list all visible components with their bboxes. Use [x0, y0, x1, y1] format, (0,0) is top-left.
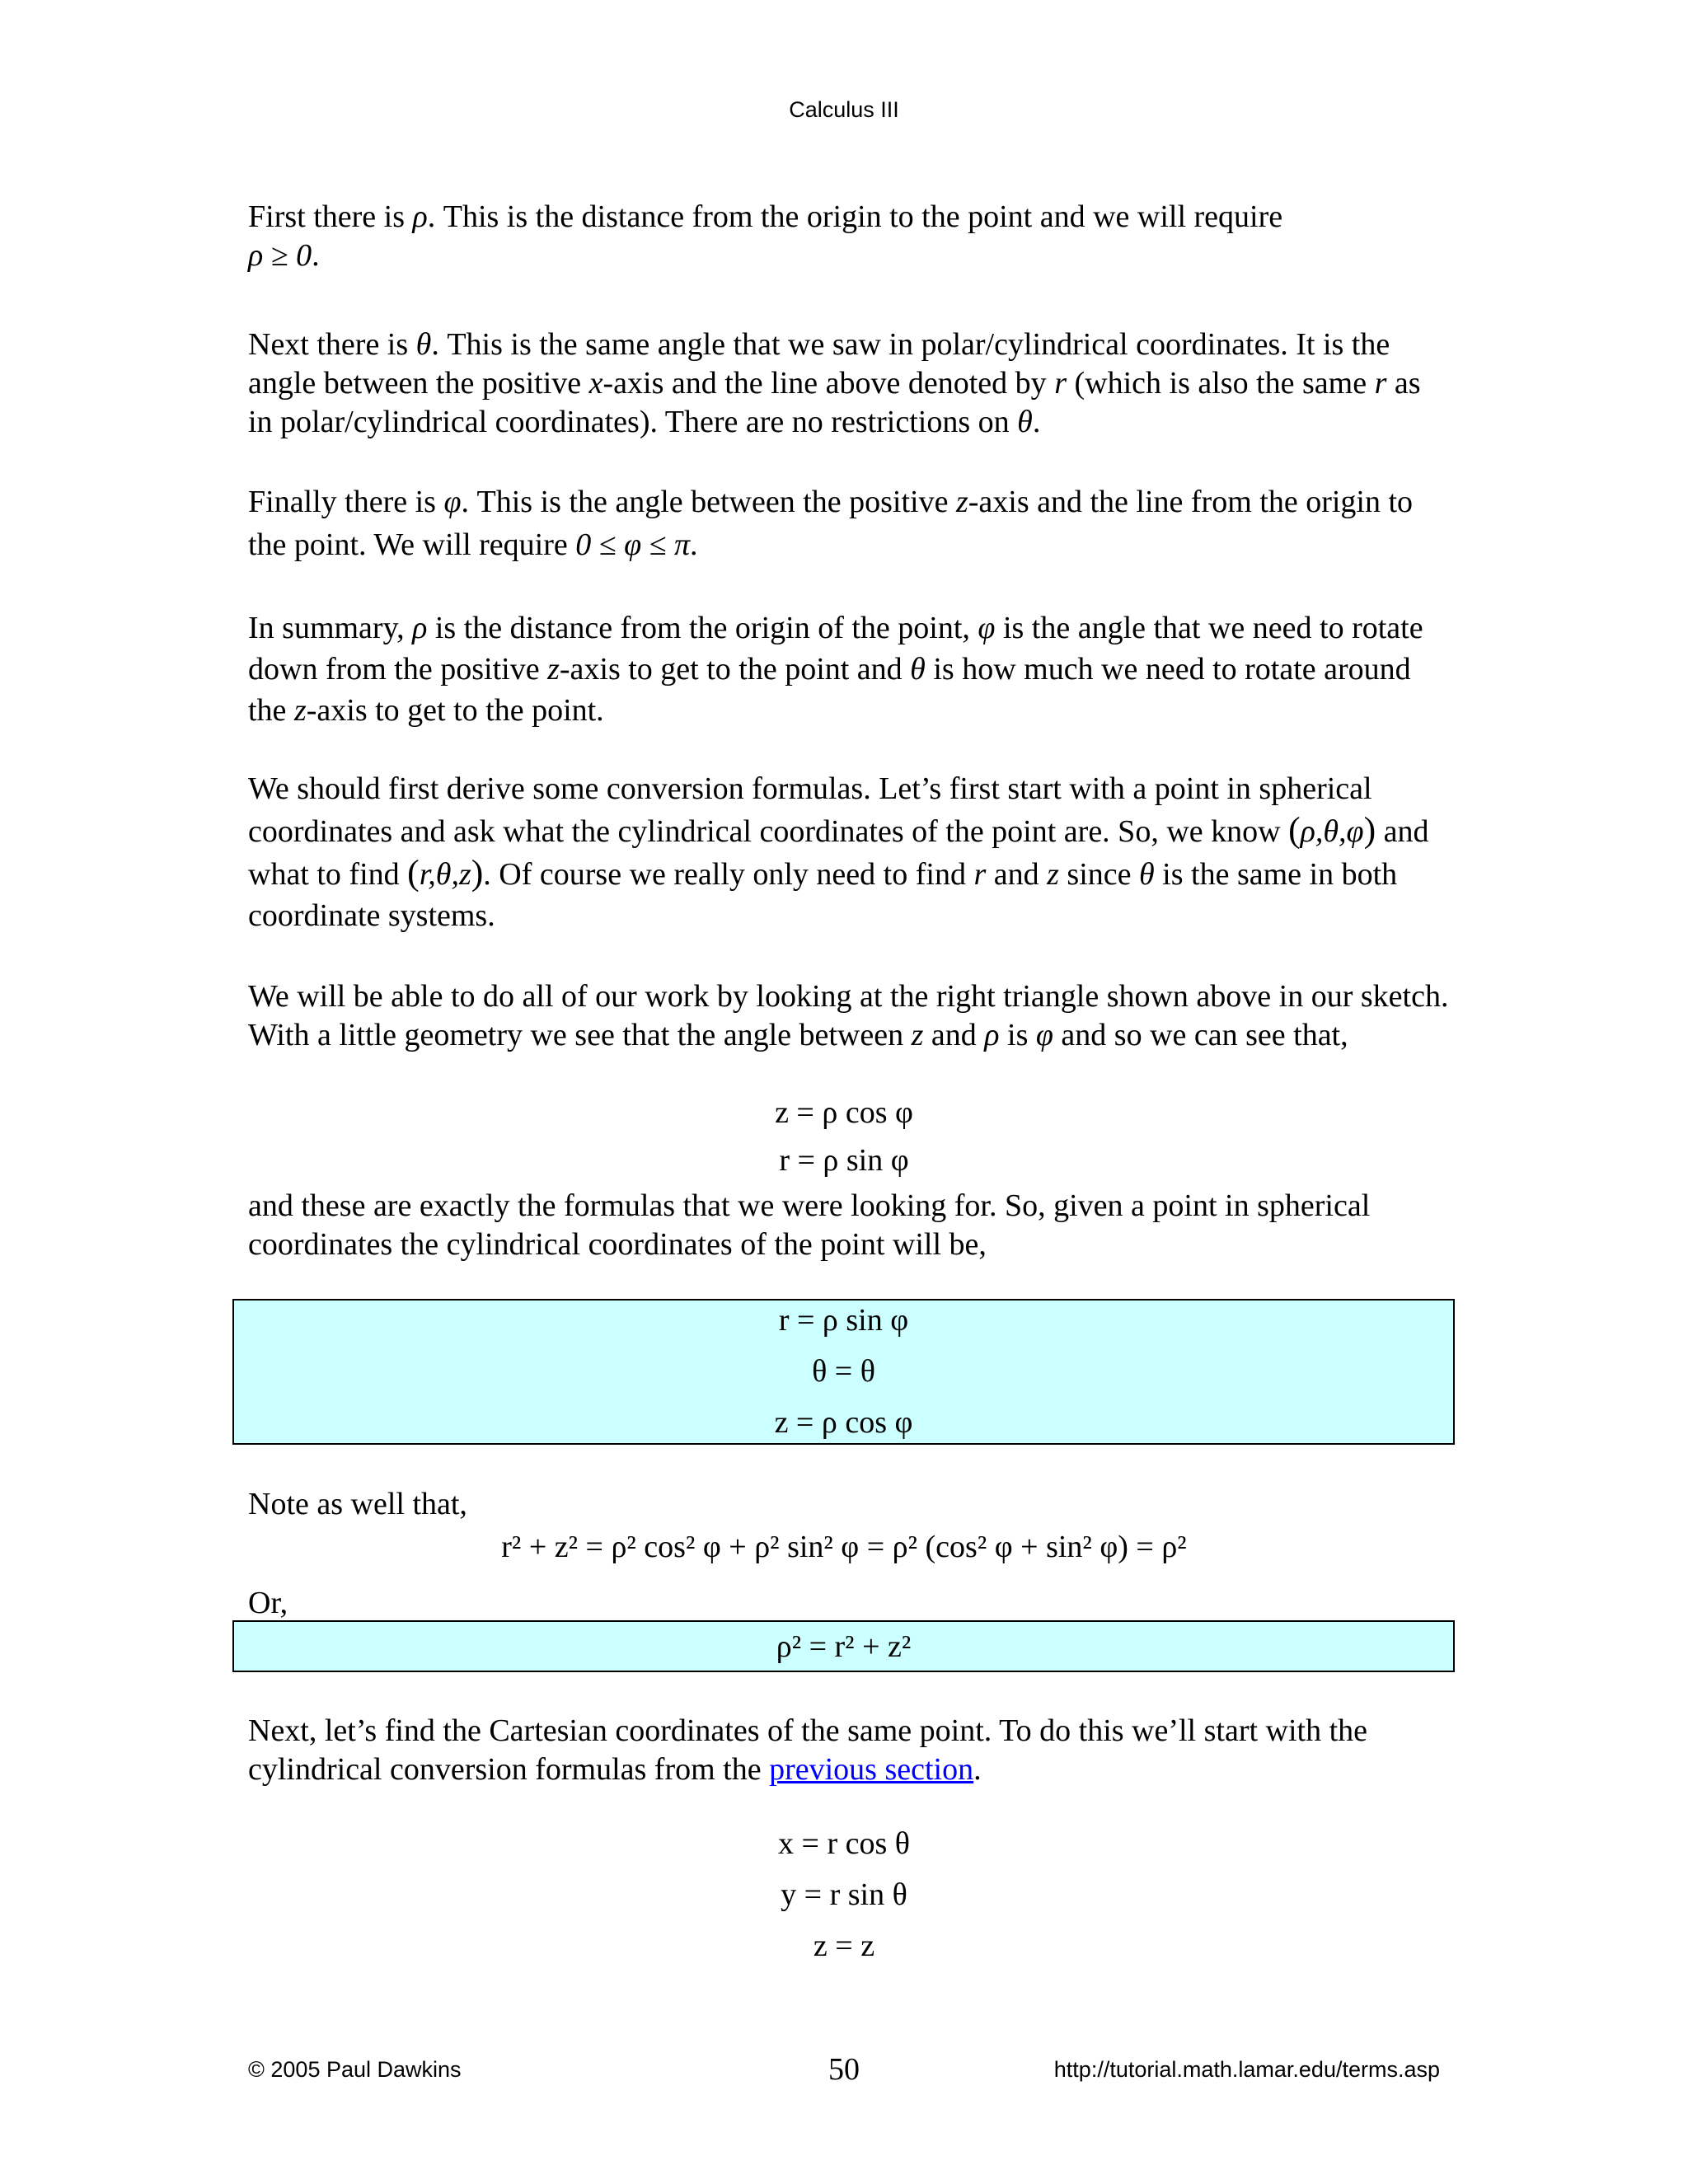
footer-copyright: © 2005 Paul Dawkins	[248, 2057, 462, 2082]
equation-x-r-cos-theta: x = r cos θ	[778, 1826, 910, 1861]
paragraph-triangle: We will be able to do all of our work by looking at the right triangle shown above in our sketch. With a little geometry we see that the angle between z and ρ is φ and so we can see that,	[248, 979, 1449, 1052]
previous-section-link[interactable]: previous section	[769, 1752, 974, 1787]
footer-url: http://tutorial.math.lamar.edu/terms.asp	[1053, 2057, 1440, 2082]
equation-z-z: z = z	[813, 1929, 875, 1963]
paragraph-formulas-found: and these are exactly the formulas that we were looking for. So, given a point in spherical coordinates the cylindrical coordinates of the point will be,	[248, 1188, 1371, 1262]
box-equation-r: r = ρ sin φ	[778, 1303, 909, 1338]
cylindrical-tuple: r,θ,z	[419, 857, 471, 892]
phi-condition: 0 ≤ φ ≤ π	[575, 527, 691, 562]
paragraph-or: Or,	[248, 1586, 288, 1620]
page-header: Calculus III	[789, 97, 899, 122]
footer-page-number: 50	[828, 2052, 860, 2087]
equation-r-rho-sin-phi: r = ρ sin φ	[779, 1143, 909, 1178]
box-equation-theta: θ = θ	[812, 1354, 875, 1389]
equation-identity: r² + z² = ρ² cos² φ + ρ² sin² φ = ρ² (cos² φ + sin² φ) = ρ²	[501, 1530, 1187, 1564]
rho-condition: ρ ≥ 0	[248, 238, 312, 273]
paragraph-cartesian: Next, let’s find the Cartesian coordinates of the same point. To do this we’ll start with the cylindrical conversion formulas from the previous section.	[248, 1713, 1368, 1787]
paragraph-theta: Next there is θ. This is the same angle that we saw in polar/cylindrical coordinates. It is the angle between the positive x-axis and the line above denoted by r (which is also the same r as in polar/cylindrical coordinates). There are no restrictions on θ.	[248, 327, 1421, 439]
paragraph-note: Note as well that,	[248, 1487, 467, 1521]
paragraph-phi: Finally there is φ. This is the angle between the positive z-axis and the line from the origin to the point. We will require 0 ≤ φ ≤ π.	[248, 485, 1414, 562]
paragraph-rho: First there is ρ. This is the distance from the origin to the point and we will require ρ ≥ 0.	[248, 199, 1283, 273]
conversion-box-rho-squared	[232, 1620, 1455, 1672]
conversion-box-cylindrical	[232, 1299, 1455, 1445]
paragraph-conversion-intro: We should first derive some conversion formulas. Let’s first start with a point in spherical coordinates and ask what the cylindrical coordinates of the point are. So, we know (ρ,θ,φ) and what to find (r,θ,z). Of course we really only need to find r and z since θ is the same in both coordinate systems.	[248, 771, 1429, 933]
paragraph-summary: In summary, ρ is the distance from the origin of the point, φ is the angle that we need to rotate down from the positive z-axis to get to the point and θ is how much we need to rotate around the z-axis to get to the point.	[248, 611, 1423, 728]
box-equation-rho-squared: ρ² = r² + z²	[776, 1629, 912, 1664]
equation-y-r-sin-theta: y = r sin θ	[781, 1877, 907, 1912]
spherical-tuple: ρ,θ,φ	[1300, 814, 1364, 849]
equation-z-rho-cos-phi: z = ρ cos φ	[775, 1095, 913, 1130]
box-equation-z: z = ρ cos φ	[774, 1405, 913, 1440]
